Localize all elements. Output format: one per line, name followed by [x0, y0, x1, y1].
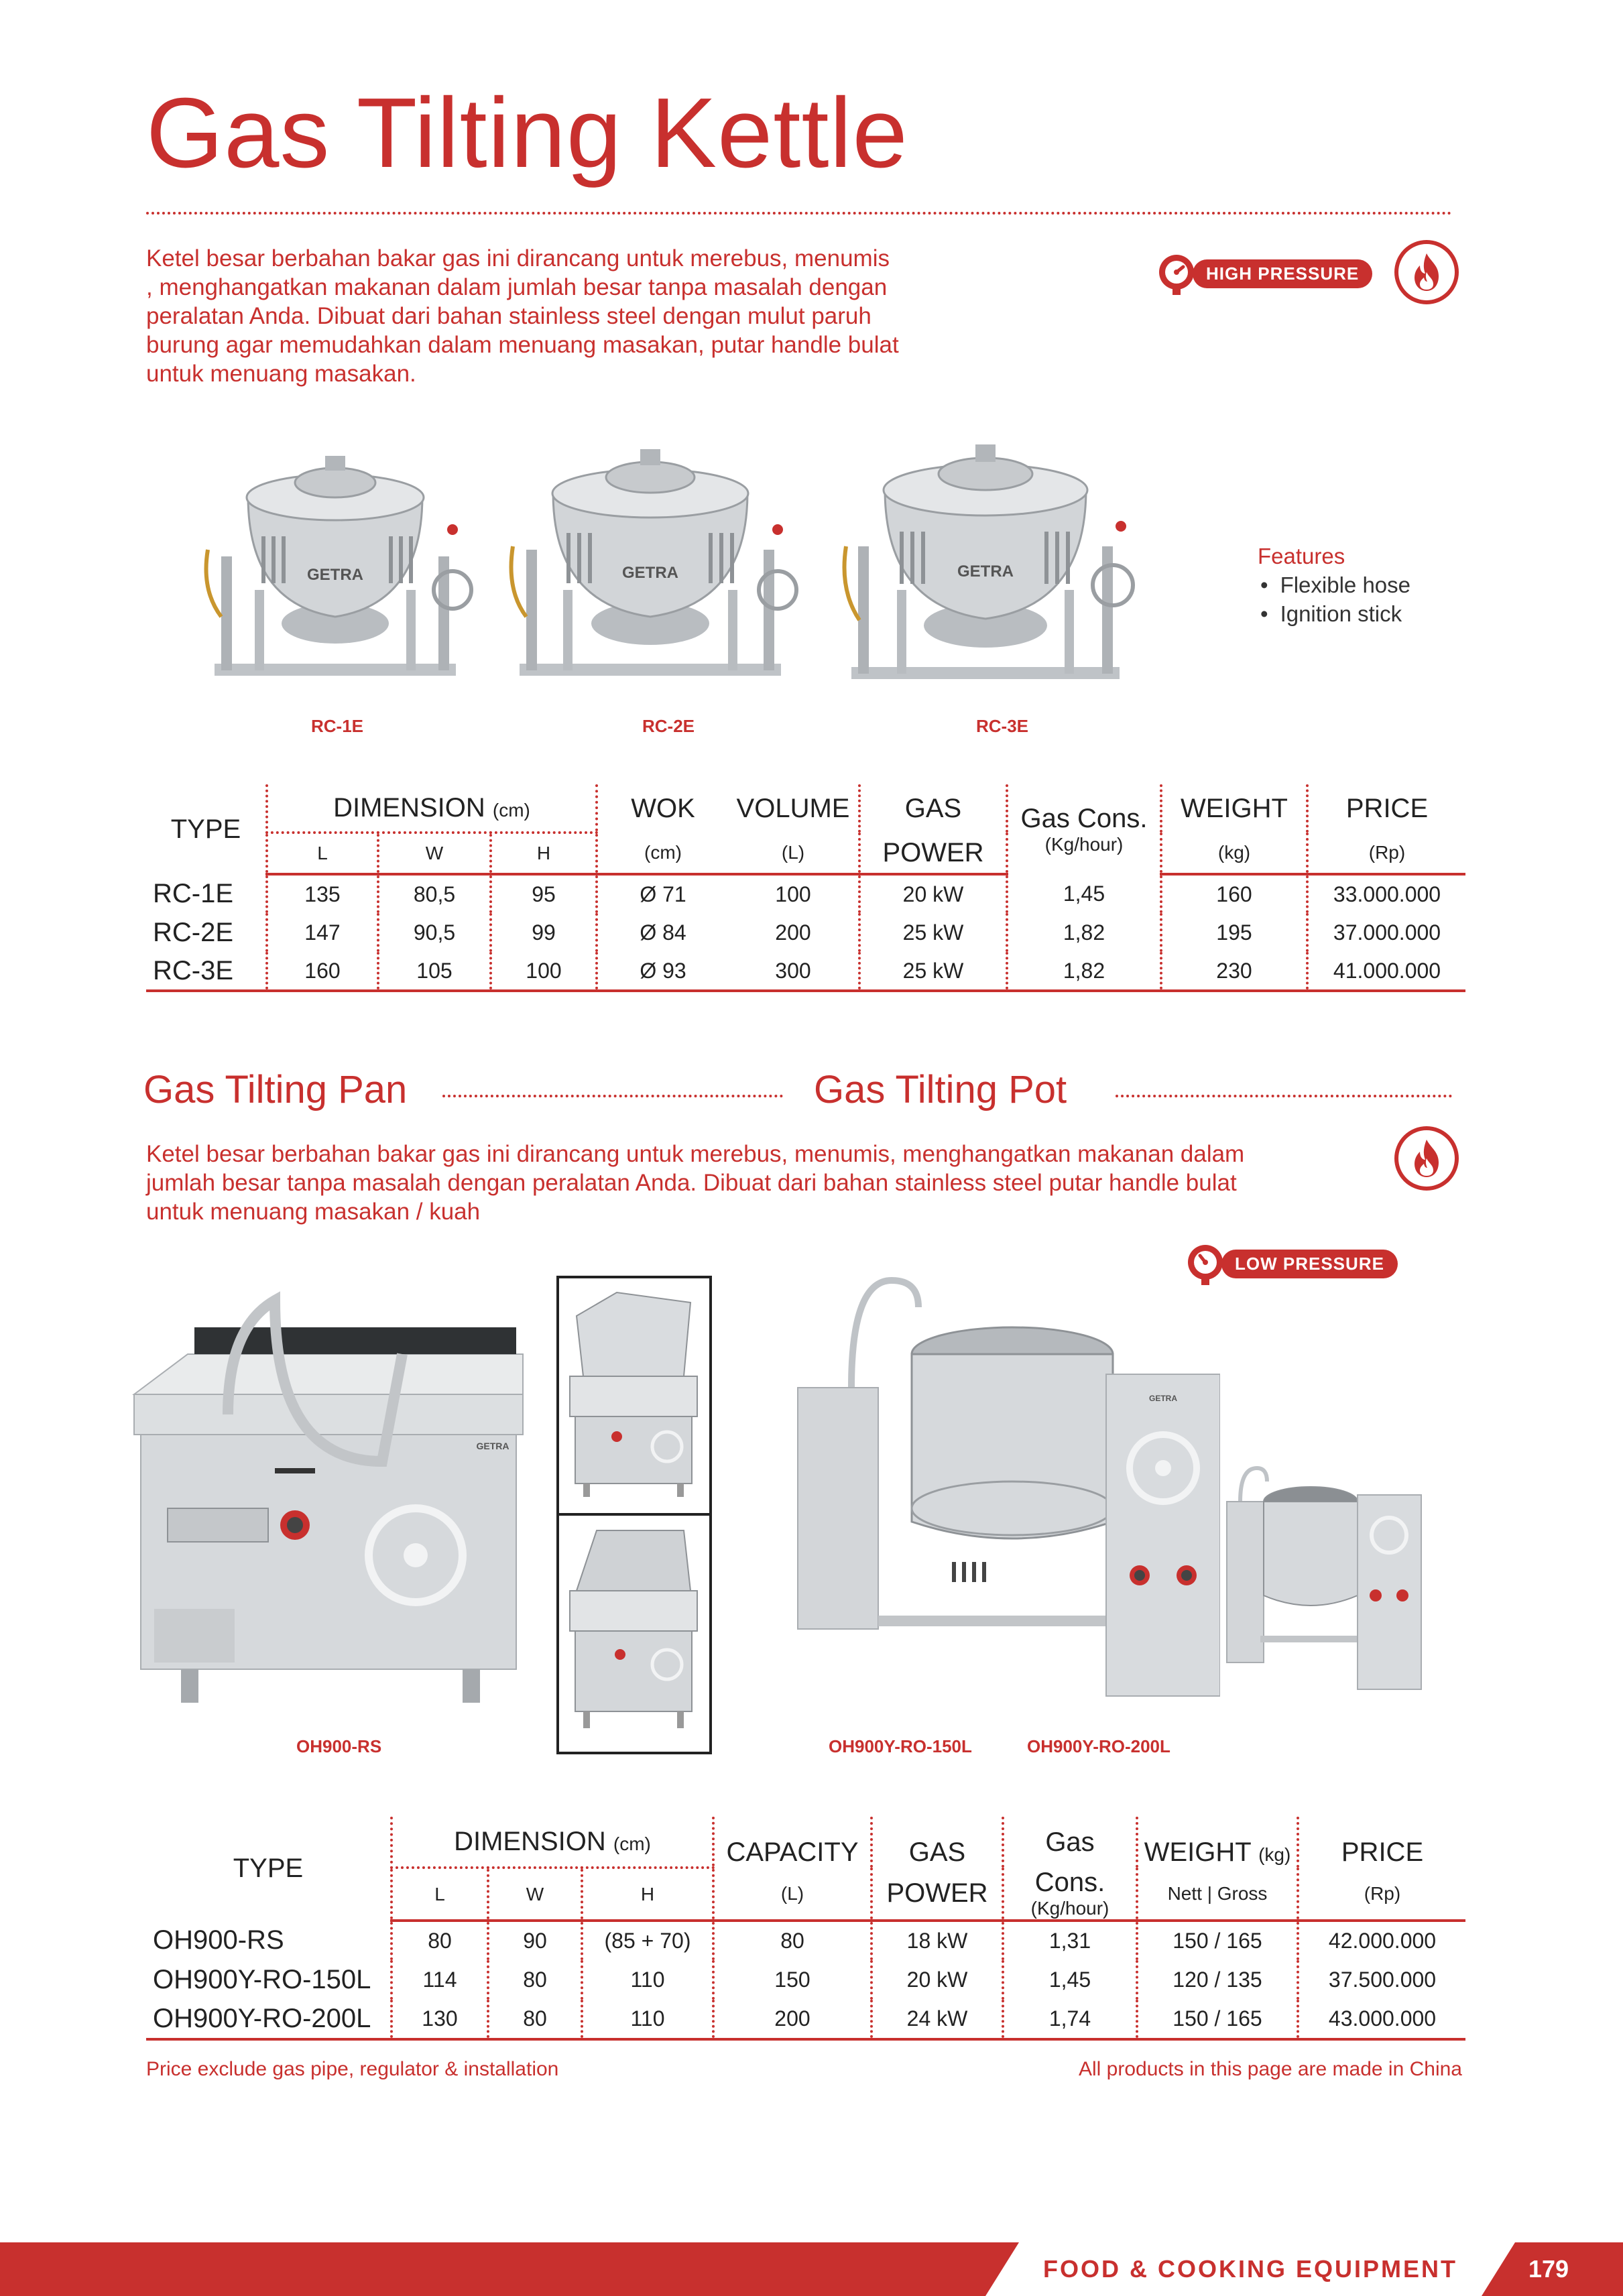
- th-gas: GAS: [871, 1817, 1003, 1868]
- table-row: RC-1E 135 80,5 95 Ø 71 100 20 kW 1,45 160 33.000.000: [146, 874, 1465, 913]
- svg-text:GETRA: GETRA: [622, 564, 678, 582]
- th-wok: WOK: [597, 784, 728, 833]
- features-list: [1258, 542, 1410, 628]
- footer-label: FOOD & COOKING EQUIPMENT: [1042, 2255, 1457, 2283]
- th-gas: GAS: [859, 784, 1007, 833]
- caption-oh900y-ro-150l: OH900Y-RO-150L: [829, 1736, 972, 1756]
- page-number: 179: [1528, 2255, 1569, 2283]
- th-w: W: [378, 833, 491, 874]
- kettle-spec-table: [146, 784, 1465, 992]
- flame-icon: [1394, 240, 1459, 304]
- kettle-image-rc-3e: [831, 426, 1140, 707]
- page-title: Gas Tilting Kettle: [146, 78, 908, 188]
- caption-rc-1e: RC-1E: [311, 716, 364, 736]
- section-divider: [442, 1095, 783, 1097]
- table-row: OH900Y-RO-200L 130 80 110 200 24 kW 1,74 150 / 165 43.000.000: [146, 2000, 1465, 2039]
- pan-description: Ketel besar berbahan bakar gas ini dirancang untuk merebus, menumis, menghangatkan makanan dalam jumlah besar tanpa masalah dengan peralatan Anda. Dibuat dari bahan stainless steel putar handle bulat untuk menuang masakan / kuah: [146, 1141, 1245, 1225]
- low-pressure-label: LOW PRESSURE: [1221, 1250, 1398, 1278]
- table-row: RC-2E 147 90,5 99 Ø 84 200 25 kW 1,82 195 37.000.000: [146, 913, 1465, 952]
- th-dimension: DIMENSION (cm): [267, 784, 597, 833]
- kettle-image-rc-1e: [194, 436, 476, 704]
- th-capacity: CAPACITY: [713, 1817, 871, 1868]
- tilting-pot-150l-image: [791, 1267, 1220, 1709]
- caption-oh900y-ro-200l: OH900Y-RO-200L: [1027, 1736, 1170, 1756]
- svg-text:GETRA: GETRA: [476, 1441, 509, 1451]
- section-title-pot: Gas Tilting Pot: [814, 1068, 1067, 1111]
- high-pressure-badge: [1156, 252, 1372, 295]
- th-weight: WEIGHT (kg): [1137, 1817, 1298, 1868]
- th-volume-unit: (L): [728, 833, 859, 874]
- th-dimension: DIMENSION (cm): [392, 1817, 713, 1868]
- features-heading: Features: [1258, 544, 1345, 568]
- table-row: RC-3E 160 105 100 Ø 93 300 25 kW 1,82 230 41.000.000: [146, 952, 1465, 991]
- svg-text:GETRA: GETRA: [957, 562, 1014, 581]
- th-weight-unit: (kg): [1161, 833, 1307, 874]
- svg-text:GETRA: GETRA: [1149, 1394, 1177, 1403]
- price-note: Price exclude gas pipe, regulator & installation: [146, 2058, 559, 2080]
- th-l: L: [392, 1868, 488, 1921]
- th-price: PRICE: [1298, 1817, 1465, 1868]
- pan-spec-table: [146, 1817, 1465, 2041]
- th-gas-cons: Gas: [1003, 1817, 1137, 1868]
- tilting-pot-200l-image: [1220, 1461, 1428, 1703]
- th-type: TYPE: [170, 814, 241, 844]
- th-gas-cons-unit: Cons. (Kg/hour): [1003, 1868, 1137, 1921]
- caption-rc-2e: RC-2E: [642, 716, 695, 736]
- th-power: POWER: [871, 1868, 1003, 1921]
- feature-item: • Ignition stick: [1258, 599, 1410, 628]
- th-h: H: [582, 1868, 713, 1921]
- pressure-gauge-icon: [1156, 252, 1197, 295]
- th-l: L: [267, 833, 378, 874]
- kettle-image-rc-2e: [499, 429, 801, 704]
- origin-note: All products in this page are made in China: [1079, 2058, 1462, 2080]
- th-price-unit: (Rp): [1298, 1868, 1465, 1921]
- th-weight-sub: Nett | Gross: [1137, 1868, 1298, 1921]
- title-divider: [146, 212, 1452, 215]
- svg-text:GETRA: GETRA: [307, 566, 363, 584]
- th-w: W: [488, 1868, 582, 1921]
- th-price-unit: (Rp): [1307, 833, 1465, 874]
- high-pressure-label: HIGH PRESSURE: [1193, 259, 1372, 288]
- th-gas-cons: Gas Cons. (Kg/hour): [1007, 784, 1161, 874]
- th-weight: WEIGHT: [1161, 784, 1307, 833]
- th-volume: VOLUME: [736, 793, 850, 823]
- th-capacity-unit: (L): [713, 1868, 871, 1921]
- caption-rc-3e: RC-3E: [976, 716, 1029, 736]
- table-row: OH900Y-RO-150L 114 80 110 150 20 kW 1,45 120 / 135 37.500.000: [146, 1960, 1465, 2000]
- tilting-pan-open-image: [556, 1276, 712, 1754]
- feature-item: • Flexible hose: [1258, 570, 1410, 599]
- table-row: OH900-RS 80 90 (85 + 70) 80 18 kW 1,31 150 / 165 42.000.000: [146, 1921, 1465, 1960]
- section-title-pan: Gas Tilting Pan: [143, 1068, 408, 1111]
- th-price: PRICE: [1307, 784, 1465, 833]
- th-h: H: [491, 833, 597, 874]
- section-divider: [1116, 1095, 1452, 1097]
- kettle-description: Ketel besar berbahan bakar gas ini dirancang untuk merebus, menumis , menghangatkan makanan dalam jumlah besar tanpa masalah dengan peralatan Anda. Dibuat dari bahan stainless steel dengan mulut paruh burung agar memudahkan dalam menuang masakan, putar handle bulat untuk menuang masakan.: [146, 245, 899, 387]
- th-wok-unit: (cm): [597, 833, 728, 874]
- flame-icon: [1394, 1126, 1459, 1191]
- caption-oh900-rs: OH900-RS: [296, 1736, 382, 1756]
- th-type: TYPE: [233, 1854, 304, 1883]
- tilting-pan-image: [127, 1274, 543, 1736]
- th-power: POWER: [859, 833, 1007, 874]
